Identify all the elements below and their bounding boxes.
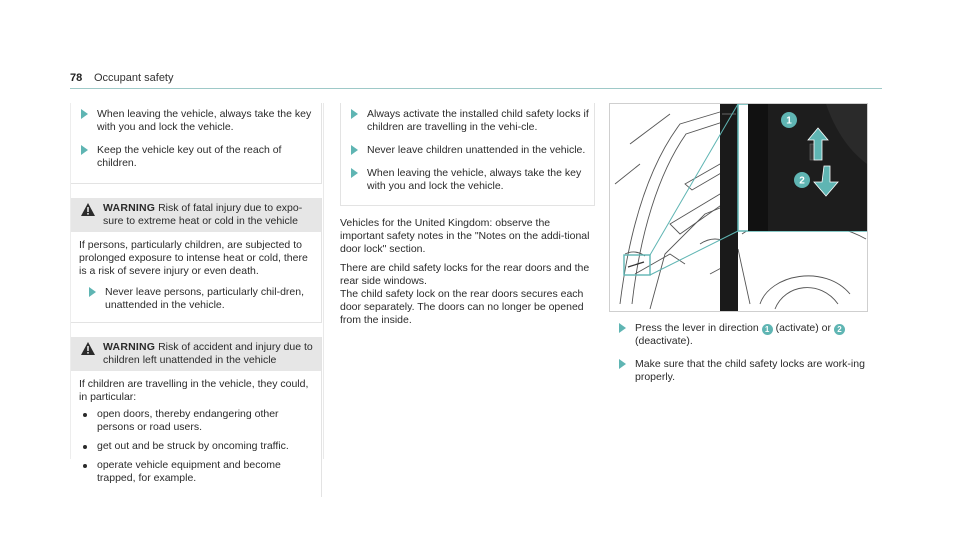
number-badge-2: 2 bbox=[834, 324, 845, 335]
body-text bbox=[340, 217, 595, 327]
instruction-step: When leaving the vehicle, always take the key with you and lock the vehicle. bbox=[71, 108, 321, 134]
number-badge-1: 1 bbox=[762, 324, 773, 335]
column-left bbox=[71, 103, 322, 497]
step-arrow-icon bbox=[619, 359, 626, 369]
door-drawing bbox=[610, 104, 867, 311]
warning-text: If persons, particularly children, are subjected to prolonged exposure to intense heat or cold, there is a risk of severe injury or even death. bbox=[79, 239, 308, 277]
paragraph: There are child safety locks for the rear doors and the rear side windows. bbox=[340, 262, 590, 287]
column-divider bbox=[323, 103, 324, 459]
warning-header bbox=[71, 337, 321, 371]
warning-text: If children are travelling in the vehicle, they could, in particular: bbox=[79, 378, 309, 403]
callout-1: 1 bbox=[786, 115, 792, 127]
warning-triangle-icon bbox=[81, 342, 95, 355]
page-number: 78 bbox=[70, 72, 83, 84]
callout-2: 2 bbox=[799, 175, 805, 187]
column-middle bbox=[340, 103, 595, 333]
warning-body bbox=[71, 232, 321, 322]
page-header bbox=[70, 70, 882, 89]
warning-headline: Risk of fatal injury due to expo-sure to extreme heat or cold in the vehicle bbox=[103, 202, 303, 227]
instruction-box bbox=[340, 103, 595, 206]
warning-headline: Risk of accident and injury due to children left unattended in the vehicle bbox=[103, 341, 313, 366]
step-arrow-icon bbox=[351, 145, 358, 155]
warning-label: WARNING bbox=[103, 341, 156, 353]
warning-box bbox=[71, 198, 322, 323]
list-item: operate vehicle equipment and become trapped, for example. bbox=[79, 459, 313, 485]
instruction-step: Keep the vehicle key out of the reach of children. bbox=[71, 144, 321, 170]
instruction-step: When leaving the vehicle, always take the key with you and lock the vehicle. bbox=[341, 167, 594, 193]
instruction-step: Never leave persons, particularly chil-dren, unattended in the vehicle. bbox=[79, 286, 313, 312]
warning-body bbox=[71, 371, 321, 497]
step-arrow-icon bbox=[89, 287, 96, 297]
paragraph: The child safety lock on the rear doors secures each door separately. The doors can no longer be opened from the inside. bbox=[340, 288, 584, 326]
warning-header bbox=[71, 198, 321, 232]
warning-label: WARNING bbox=[103, 202, 156, 214]
instruction-step: Make sure that the child safety locks are work-ing properly. bbox=[609, 358, 871, 384]
step-arrow-icon bbox=[351, 168, 358, 178]
instruction-box bbox=[71, 103, 322, 184]
paragraph: Vehicles for the United Kingdom: observe the important safety notes in the "Notes on the addi-tional door lock" section. bbox=[340, 217, 590, 255]
list-item: open doors, thereby endangering other persons or road users. bbox=[79, 408, 313, 434]
instruction-step: Never leave children unattended in the vehicle. bbox=[341, 144, 594, 157]
child-lock-illustration bbox=[609, 103, 868, 312]
step-arrow-icon bbox=[619, 323, 626, 333]
warning-box bbox=[71, 337, 322, 497]
column-right bbox=[609, 322, 871, 394]
instruction-step: Press the lever in direction 1 (activate) or 2 (deactivate). bbox=[609, 322, 871, 348]
step-arrow-icon bbox=[81, 145, 88, 155]
step-arrow-icon bbox=[351, 109, 358, 119]
step-arrow-icon bbox=[81, 109, 88, 119]
instruction-step: Always activate the installed child safety locks if children are travelling in the vehi-cle. bbox=[341, 108, 594, 134]
section-title: Occupant safety bbox=[94, 72, 174, 84]
warning-list bbox=[79, 408, 313, 485]
list-item: get out and be struck by oncoming traffic. bbox=[79, 440, 313, 453]
warning-triangle-icon bbox=[81, 203, 95, 216]
